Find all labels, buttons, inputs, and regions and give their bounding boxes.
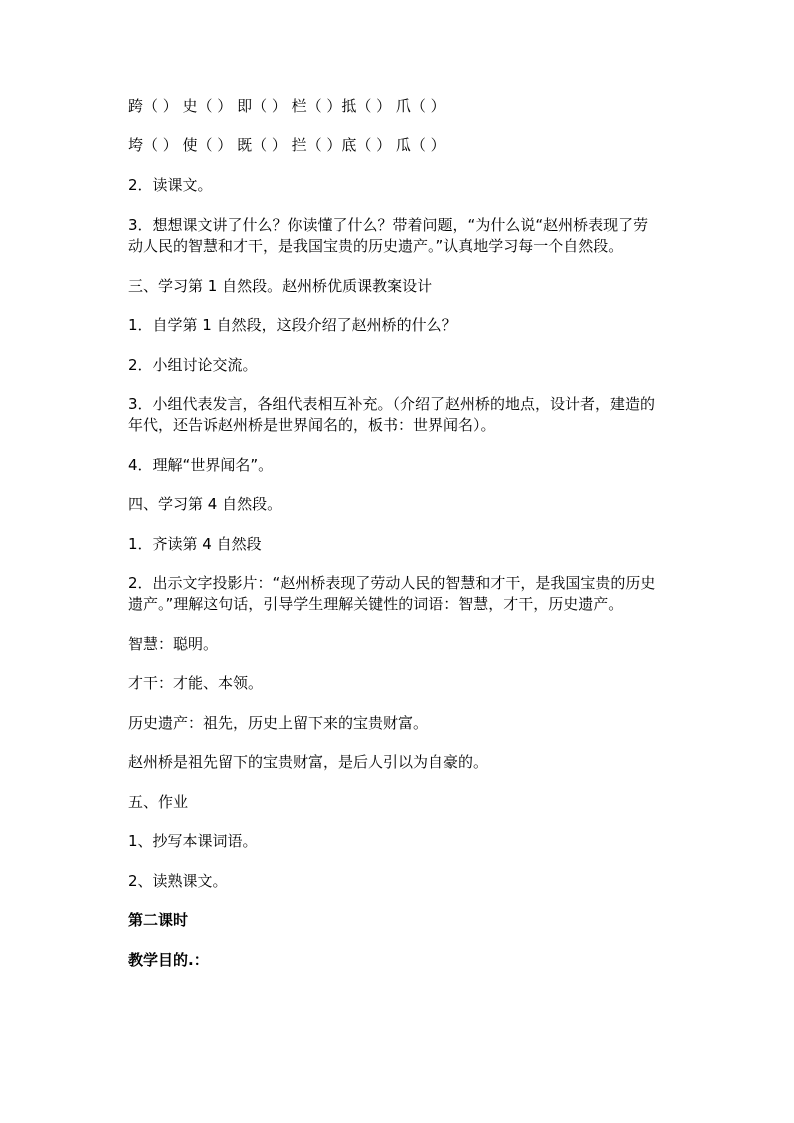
homework-item-1: 1、抄写本课词语。: [128, 832, 258, 850]
homework-item-2: 2、读熟课文。: [128, 872, 228, 890]
paragraph-representative-line-2: 年代，还告诉赵州桥是世界闻名的，板书：世界闻名）。: [128, 416, 496, 434]
section-heading-5: 五、作业: [128, 793, 189, 811]
paragraph-read-together: 1．齐读第 4 自然段: [128, 535, 262, 553]
section-heading-4: 四、学习第 4 自然段。: [128, 495, 283, 513]
paragraph-read-text: 2．读课文。: [128, 176, 213, 194]
paragraph-pride: 赵州桥是祖先留下的宝贵财富，是后人引以为自豪的。: [128, 753, 489, 771]
definition-wisdom: 智慧：聪明。: [128, 635, 219, 653]
definition-heritage: 历史遗产：祖先，历史上留下来的宝贵财富。: [128, 714, 429, 732]
section-heading-3: 三、学习第 1 自然段。赵州桥优质课教案设计: [128, 277, 433, 295]
char-compare-row-1: 跨（ ） 史（ ） 即（ ） 栏（ ）抵（ ） 爪（ ）: [128, 97, 446, 115]
paragraph-understand-famous: 4．理解“世界闻名”。: [128, 456, 274, 474]
lesson-two-heading: 第二课时: [128, 911, 189, 929]
paragraph-question-line-2: 动人民的智慧和才干，是我国宝贵的历史遗产。”认真地学习每一个自然段。: [128, 237, 624, 255]
char-compare-row-2: 垮（ ） 使（ ） 既（ ） 拦（ ）底（ ） 瓜（ ）: [128, 136, 446, 154]
paragraph-group-discussion: 2．小组讨论交流。: [128, 356, 258, 374]
paragraph-self-study: 1．自学第 1 自然段，这段介绍了赵州桥的什么？: [128, 316, 457, 334]
paragraph-slide-line-2: 遗产。”理解这句话，引导学生理解关键性的词语：智慧，才干，历史遗产。: [128, 595, 624, 613]
paragraph-representative-line-1: 3．小组代表发言，各组代表相互补充。（介绍了赵州桥的地点，设计者，建造的: [128, 395, 656, 413]
definition-talent: 才干：才能、本领。: [128, 674, 264, 692]
paragraph-question-line-1: 3．想想课文讲了什么？你读懂了什么？带着问题，“为什么说“赵州桥表现了劳: [128, 216, 649, 234]
paragraph-slide-line-1: 2．出示文字投影片：“赵州桥表现了劳动人民的智慧和才干，是我国宝贵的历史: [128, 574, 656, 592]
teaching-goal-heading: 教学目的.：: [128, 951, 209, 969]
